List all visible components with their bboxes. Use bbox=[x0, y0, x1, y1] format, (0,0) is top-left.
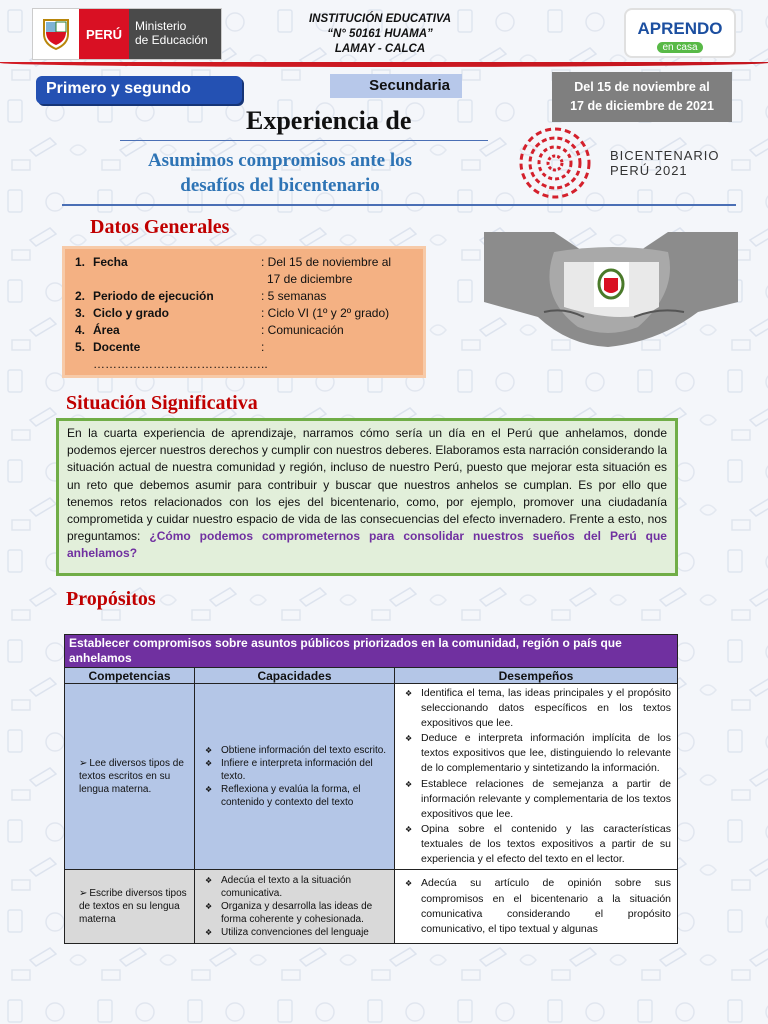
situacion-text: En la cuarta experiencia de aprendizaje, narramos cómo sería un día en el Perú que anhelamos, donde podemos ejercer nuestros derechos y cumplir con nuestros deberes. Elaboramos esta narración considerando la situación actual de nuestra comunidad y región, incluso de nuestro Perú, puesto que mejorar esta situación es un reto que debemos asumir para contribuir y buscar que nuestros anhelos se cumplan. Es por ello que tenemos retos relacionados con los ejes del bicentenario, como, por ejemplo, promover una ciudadanía comprometida y cuidar nuestro espacio de vida de las consecuencias del efecto invernadero. Frente a esto, nos preguntamos: bbox=[67, 426, 667, 544]
title-underline bbox=[120, 140, 488, 141]
datos-generales-box bbox=[62, 246, 426, 378]
propositos-table bbox=[64, 634, 678, 944]
propositos-title: Propósitos bbox=[66, 588, 156, 610]
datos-row: 4. Área : Comunicación bbox=[75, 323, 344, 337]
table-header: Establecer compromisos sobre asuntos públicos priorizados en la comunidad, región o país que anhelamos bbox=[65, 635, 678, 668]
competencia-cell: ➢ Lee diversos tipos de textos escritos en su lengua materna. bbox=[65, 684, 195, 870]
handshake-flag-image bbox=[484, 222, 738, 352]
situacion-question: ¿Cómo podemos comprometernos para consolidar nuestros sueños del Perú que anhelamos? bbox=[67, 529, 667, 561]
date-range-box: Del 15 de noviembre al 17 de diciembre de 2021 bbox=[552, 72, 732, 122]
table-row bbox=[65, 684, 678, 870]
capacidades-cell bbox=[195, 870, 395, 944]
header-divider bbox=[62, 204, 736, 206]
list-item: ❖ Utiliza convenciones del lenguaje bbox=[201, 926, 388, 939]
list-item: ❖ Deduce e interpreta información implícita de los textos expositivos que lee, distinguiendo lo relevante de lo complementario y sintetizando la información. bbox=[401, 731, 671, 776]
list-item: ❖ Adecúa su artículo de opinión sobre sus compromisos en el bicentenario a la situación comunicativa considerando el propósito comunicativo, el tipo textual y algunas bbox=[401, 876, 671, 936]
list-item: ❖ Establece relaciones de semejanza a partir de información relevante y complementaria de los textos expositivos que lee. bbox=[401, 777, 671, 822]
desempenos-cell bbox=[395, 684, 678, 870]
bicentenario-text: BICENTENARIO PERÚ 2021 bbox=[610, 148, 720, 178]
bicentenario-logo bbox=[510, 122, 750, 204]
grade-badge: Primero y segundo bbox=[36, 76, 242, 104]
datos-row-continuation: 17 de diciembre bbox=[267, 272, 353, 286]
column-header-desempenos: Desempeños bbox=[395, 668, 678, 684]
list-item: ❖ Adecúa el texto a la situación comunicativa. bbox=[201, 874, 388, 900]
datos-row: 2. Periodo de ejecución : 5 semanas bbox=[75, 289, 327, 303]
docente-dotted-line: …………………………………….. bbox=[93, 357, 268, 371]
list-item: ❖ Infiere e interpreta información del texto. bbox=[201, 757, 388, 783]
column-header-capacidades: Capacidades bbox=[195, 668, 395, 684]
experience-title: Experiencia de bbox=[246, 106, 412, 135]
bicentenario-emblem-icon bbox=[510, 123, 600, 203]
peru-label: PERÚ bbox=[79, 9, 129, 59]
desempenos-cell bbox=[395, 870, 678, 944]
coat-of-arms-icon bbox=[33, 9, 79, 59]
list-item: ❖ Organiza y desarrolla las ideas de forma coherente y cohesionada. bbox=[201, 900, 388, 926]
table-row bbox=[65, 870, 678, 944]
situacion-box bbox=[56, 418, 678, 576]
column-header-competencias: Competencias bbox=[65, 668, 195, 684]
datos-row: 3. Ciclo y grado : Ciclo VI (1º y 2º grado) bbox=[75, 306, 390, 320]
arrow-icon: ➢ bbox=[79, 758, 88, 770]
level-label: Secundaria bbox=[330, 74, 462, 98]
list-item: ❖ Obtiene información del texto escrito. bbox=[201, 744, 388, 757]
capacidades-cell bbox=[195, 684, 395, 870]
list-item: ❖ Reflexiona y evalúa la forma, el contenido y contexto del texto bbox=[201, 783, 388, 809]
arrow-icon: ➢ bbox=[79, 888, 88, 900]
datos-title: Datos Generales bbox=[90, 216, 230, 238]
datos-row: 5. Docente : bbox=[75, 340, 265, 354]
datos-row: 1. Fecha : Del 15 de noviembre al bbox=[75, 255, 392, 269]
situacion-title: Situación Significativa bbox=[66, 392, 258, 414]
institution-name: INSTITUCIÓN EDUCATIVA “N° 50161 HUAMA” LAMAY - CALCA bbox=[308, 13, 452, 55]
aprendo-en-casa-logo: APRENDO en casa bbox=[624, 8, 736, 58]
minedu-logo bbox=[32, 8, 222, 60]
list-item: ❖ Opina sobre el contenido y las características textuales de los textos expositivos a partir de su experiencia y el efecto del texto en el lector. bbox=[401, 822, 671, 867]
list-item: ❖ Identifica el tema, las ideas principales y el propósito seleccionando datos específicos en los textos expositivos que lee. bbox=[401, 686, 671, 731]
competencia-cell: ➢ Escribe diversos tipos de textos en su lengua materna bbox=[65, 870, 195, 944]
experience-subtitle: Asumimos compromisos ante los desafíos del bicentenario bbox=[147, 150, 413, 196]
ministry-label: Ministerio de Educación bbox=[129, 9, 221, 59]
